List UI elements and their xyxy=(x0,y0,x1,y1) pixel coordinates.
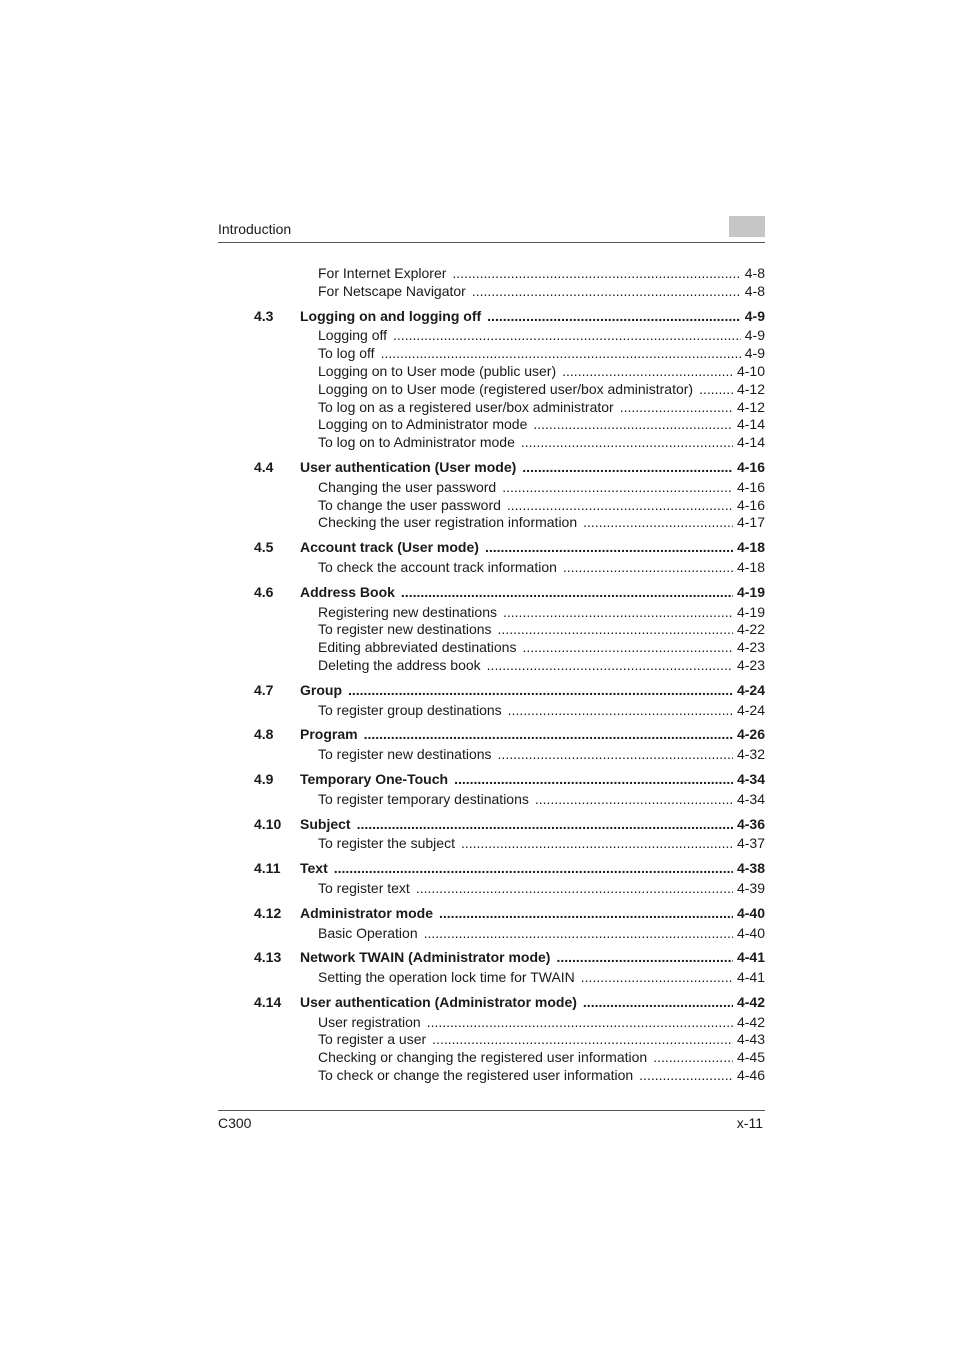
entry-page: 4-8 xyxy=(744,265,765,281)
entry-page: 4-26 xyxy=(736,726,765,743)
entry-page: 4-42 xyxy=(736,1013,765,1030)
entry-page: 4-18 xyxy=(736,558,765,575)
entry-title: Administrator mode xyxy=(300,904,434,921)
entry-page: 4-12 xyxy=(736,398,765,415)
dot-leader xyxy=(583,514,733,532)
toc-subentry[interactable] xyxy=(218,621,765,639)
entry-page: 4-41 xyxy=(736,969,765,986)
entry-title: Logging on to User mode (registered user/box administrator) xyxy=(318,380,694,397)
entry-title: Logging on to Administrator mode xyxy=(318,416,528,433)
entry-title: Group xyxy=(300,681,342,698)
entry-title: Subject xyxy=(300,815,351,832)
dot-leader xyxy=(562,363,733,381)
toc-subentry[interactable] xyxy=(218,345,765,363)
table-of-contents xyxy=(218,265,765,1085)
entry-page: 4-23 xyxy=(736,639,765,656)
entry-title: Checking the user registration information xyxy=(318,514,578,531)
toc-section-entry[interactable] xyxy=(218,459,765,477)
dot-leader xyxy=(485,539,733,557)
dot-leader xyxy=(424,925,733,943)
toc-subentry[interactable] xyxy=(218,702,765,720)
toc-section-entry[interactable] xyxy=(218,860,765,878)
entry-title: Program xyxy=(300,726,358,743)
toc-section-entry[interactable] xyxy=(218,308,765,326)
dot-leader xyxy=(452,265,740,283)
dot-leader xyxy=(393,327,741,345)
toc-subentry[interactable] xyxy=(218,434,765,452)
entry-title: To register the subject xyxy=(318,835,455,852)
dot-leader xyxy=(522,459,733,477)
toc-subentry[interactable] xyxy=(218,559,765,577)
dot-leader xyxy=(498,746,733,764)
dot-leader xyxy=(583,994,733,1012)
entry-title: To register group destinations xyxy=(318,701,502,718)
entry-title: Basic Operation xyxy=(318,924,418,941)
entry-title: Logging off xyxy=(318,327,388,344)
dot-leader xyxy=(461,835,733,853)
entry-page: 4-40 xyxy=(736,924,765,941)
section-number: 4.3 xyxy=(254,307,274,324)
toc-subentry[interactable] xyxy=(218,657,765,675)
dot-leader xyxy=(507,497,733,515)
dot-leader xyxy=(454,771,733,789)
entry-title: Address Book xyxy=(300,583,395,600)
dot-leader xyxy=(502,479,733,497)
entry-page: 4-42 xyxy=(736,993,765,1010)
page-number: x-11 xyxy=(736,1115,763,1131)
entry-page: 4-9 xyxy=(744,307,765,324)
entry-page: 4-24 xyxy=(736,701,765,718)
section-number: 4.11 xyxy=(254,860,281,877)
section-number: 4.7 xyxy=(254,681,274,698)
dot-leader xyxy=(521,434,733,452)
entry-title: Changing the user password xyxy=(318,478,497,495)
entry-page: 4-12 xyxy=(736,380,765,397)
toc-section-entry[interactable] xyxy=(218,949,765,967)
dot-leader xyxy=(639,1067,733,1085)
dot-leader xyxy=(334,860,733,878)
section-number: 4.4 xyxy=(254,458,274,475)
toc-section-entry[interactable] xyxy=(218,816,765,834)
dot-leader xyxy=(620,399,733,417)
entry-title: To check the account track information xyxy=(318,558,557,575)
toc-section-entry[interactable] xyxy=(218,726,765,744)
chapter-tab xyxy=(729,216,765,237)
entry-page: 4-16 xyxy=(736,496,765,513)
toc-subentry[interactable] xyxy=(218,283,765,301)
entry-title: User authentication (Administrator mode) xyxy=(300,993,577,1010)
toc-subentry[interactable] xyxy=(218,514,765,532)
entry-title: User authentication (User mode) xyxy=(300,458,517,475)
section-number: 4.12 xyxy=(254,904,282,921)
dot-leader xyxy=(503,604,733,622)
toc-subentry[interactable] xyxy=(218,746,765,764)
entry-page: 4-22 xyxy=(736,621,765,638)
entry-page: 4-38 xyxy=(736,860,765,877)
dot-leader xyxy=(348,682,733,700)
dot-leader xyxy=(416,880,733,898)
toc-subentry[interactable] xyxy=(218,835,765,853)
dot-leader xyxy=(556,949,733,967)
dot-leader xyxy=(581,969,733,987)
toc-subentry[interactable] xyxy=(218,265,765,283)
entry-page: 4-23 xyxy=(736,656,765,673)
dot-leader xyxy=(439,905,733,923)
entry-title: To register new destinations xyxy=(318,621,492,638)
toc-section-entry[interactable] xyxy=(218,539,765,557)
model-name: C300 xyxy=(218,1115,252,1131)
toc-section-entry[interactable] xyxy=(218,584,765,602)
entry-title: To register a user xyxy=(318,1031,427,1048)
dot-leader xyxy=(357,816,733,834)
section-number: 4.10 xyxy=(254,815,282,832)
dot-leader xyxy=(381,345,741,363)
toc-subentry[interactable] xyxy=(218,925,765,943)
page-footer xyxy=(218,1110,765,1133)
toc-subentry[interactable] xyxy=(218,880,765,898)
entry-title: Editing abbreviated destinations xyxy=(318,639,517,656)
entry-page: 4-14 xyxy=(736,434,765,451)
toc-subentry[interactable] xyxy=(218,1014,765,1032)
entry-page: 4-16 xyxy=(736,478,765,495)
dot-leader xyxy=(653,1049,733,1067)
entry-title: Setting the operation lock time for TWAIN xyxy=(318,969,575,986)
entry-page: 4-41 xyxy=(736,949,765,966)
entry-page: 4-32 xyxy=(736,746,765,763)
entry-title: To register temporary destinations xyxy=(318,790,529,807)
entry-page: 4-8 xyxy=(744,282,765,299)
entry-title: For Netscape Navigator xyxy=(318,282,466,299)
header-title: Introduction xyxy=(218,221,292,237)
entry-title: Network TWAIN (Administrator mode) xyxy=(300,949,551,966)
dot-leader xyxy=(487,308,741,326)
entry-page: 4-18 xyxy=(736,539,765,556)
entry-title: Logging on to User mode (public user) xyxy=(318,362,557,379)
entry-page: 4-34 xyxy=(736,770,765,787)
entry-page: 4-16 xyxy=(736,458,765,475)
entry-page: 4-43 xyxy=(736,1031,765,1048)
toc-subentry[interactable] xyxy=(218,363,765,381)
entry-page: 4-19 xyxy=(736,583,765,600)
entry-title: For Internet Explorer xyxy=(318,265,447,281)
toc-subentry[interactable] xyxy=(218,479,765,497)
entry-page: 4-36 xyxy=(736,815,765,832)
toc-subentry[interactable] xyxy=(218,399,765,417)
entry-page: 4-37 xyxy=(736,835,765,852)
toc-subentry[interactable] xyxy=(218,1049,765,1067)
entry-page: 4-14 xyxy=(736,416,765,433)
dot-leader xyxy=(508,702,733,720)
entry-title: To check or change the registered user information xyxy=(318,1067,634,1084)
entry-title: Registering new destinations xyxy=(318,603,497,620)
dot-leader xyxy=(498,621,733,639)
entry-page: 4-17 xyxy=(736,514,765,531)
toc-section-entry[interactable] xyxy=(218,905,765,923)
toc-subentry[interactable] xyxy=(218,381,765,399)
section-number: 4.6 xyxy=(254,583,274,600)
dot-leader xyxy=(487,657,733,675)
dot-leader xyxy=(533,416,733,434)
dot-leader xyxy=(563,559,733,577)
entry-page: 4-24 xyxy=(736,681,765,698)
entry-page: 4-19 xyxy=(736,603,765,620)
entry-page: 4-34 xyxy=(736,790,765,807)
entry-page: 4-46 xyxy=(736,1067,765,1084)
toc-subentry[interactable] xyxy=(218,604,765,622)
page-header xyxy=(218,216,765,243)
entry-title: To log on as a registered user/box administrator xyxy=(318,398,614,415)
toc-subentry[interactable] xyxy=(218,1067,765,1085)
section-number: 4.13 xyxy=(254,949,282,966)
entry-title: To register new destinations xyxy=(318,746,492,763)
toc-subentry[interactable] xyxy=(218,327,765,345)
toc-subentry[interactable] xyxy=(218,969,765,987)
dot-leader xyxy=(699,381,733,399)
section-number: 4.9 xyxy=(254,770,274,787)
entry-title: To register text xyxy=(318,879,410,896)
toc-section-entry[interactable] xyxy=(218,994,765,1012)
toc-subentry[interactable] xyxy=(218,1031,765,1049)
dot-leader xyxy=(535,791,733,809)
entry-page: 4-39 xyxy=(736,879,765,896)
dot-leader xyxy=(432,1031,733,1049)
entry-title: Logging on and logging off xyxy=(300,307,482,324)
entry-page: 4-10 xyxy=(736,362,765,379)
entry-title: User registration xyxy=(318,1013,421,1030)
toc-section-entry[interactable] xyxy=(218,771,765,789)
entry-page: 4-40 xyxy=(736,904,765,921)
entry-page: 4-45 xyxy=(736,1049,765,1066)
entry-title: Text xyxy=(300,860,328,877)
toc-subentry[interactable] xyxy=(218,416,765,434)
dot-leader xyxy=(401,584,733,602)
dot-leader xyxy=(427,1014,733,1032)
entry-title: To log off xyxy=(318,345,375,362)
entry-title: Checking or changing the registered user information xyxy=(318,1049,648,1066)
toc-section-entry[interactable] xyxy=(218,682,765,700)
toc-subentry[interactable] xyxy=(218,791,765,809)
entry-title: Deleting the address book xyxy=(318,656,481,673)
entry-page: 4-9 xyxy=(744,327,765,344)
entry-title: To log on to Administrator mode xyxy=(318,434,515,451)
toc-subentry[interactable] xyxy=(218,639,765,657)
section-number: 4.8 xyxy=(254,726,274,743)
section-number: 4.5 xyxy=(254,539,274,556)
dot-leader xyxy=(522,639,733,657)
entry-title: Temporary One-Touch xyxy=(300,770,449,787)
entry-title: To change the user password xyxy=(318,496,501,513)
toc-subentry[interactable] xyxy=(218,497,765,515)
dot-leader xyxy=(364,726,733,744)
entry-title: Account track (User mode) xyxy=(300,539,479,556)
dot-leader xyxy=(472,283,741,301)
entry-page: 4-9 xyxy=(744,345,765,362)
section-number: 4.14 xyxy=(254,993,282,1010)
